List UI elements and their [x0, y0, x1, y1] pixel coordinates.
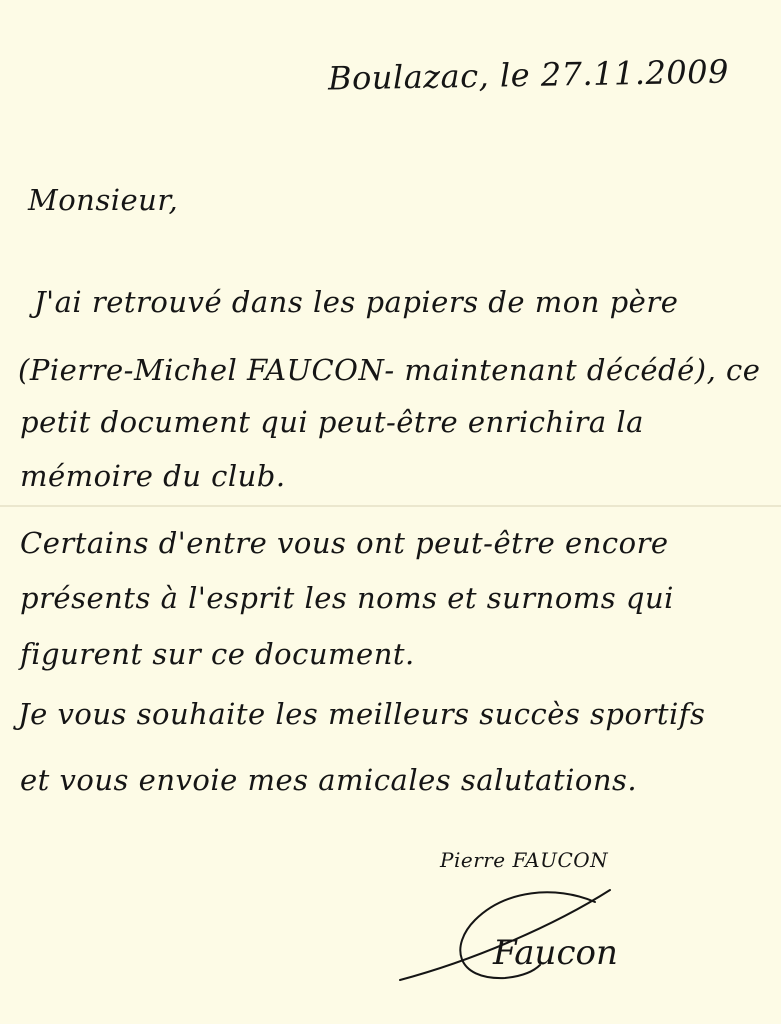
handwritten-signature: [395, 880, 665, 990]
body-line: présents à l'esprit les noms et surnoms qui: [20, 581, 674, 615]
body-line: figurent sur ce document.: [20, 637, 415, 671]
place-date: Boulazac, le 27.11.2009: [327, 52, 730, 98]
signature-text: Faucon: [493, 933, 618, 973]
paper-fold-line: [0, 505, 781, 507]
body-line: J'ai retrouvé dans les papiers de mon père: [34, 285, 679, 319]
body-line: petit document qui peut-être enrichira la: [20, 405, 644, 439]
body-line: mémoire du club.: [20, 459, 286, 493]
body-line: et vous envoie mes amicales salutations.: [20, 763, 638, 797]
body-line: Je vous souhaite les meilleurs succès sportifs: [18, 697, 706, 731]
signer-name: Pierre FAUCON: [440, 848, 609, 872]
body-line: Certains d'entre vous ont peut-être encore: [20, 526, 669, 560]
body-line: (Pierre-Michel FAUCON- maintenant décédé), ce: [18, 353, 761, 387]
salutation: Monsieur,: [28, 183, 179, 217]
